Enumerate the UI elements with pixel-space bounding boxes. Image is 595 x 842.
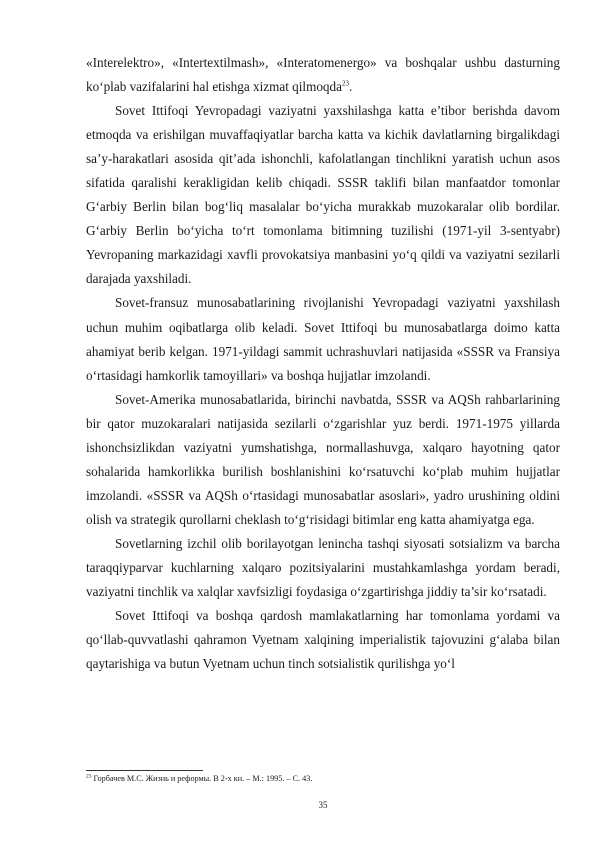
paragraph-1-text: «Interelektro», «Intertextilmash», «Interatomenergo» va boshqalar ushbu dasturning ko‘plab vazifalarini hal etishga xizmat qilmoqda [86,55,560,95]
paragraph-6: Sovet Ittifoqi va boshqa qardosh mamlakatlarning har tomonlama yordami va qo‘llab-quvvatlashi qahramon Vyetnam xalqining imperialistik tajovuzini g‘alaba bilan qaytarishiga va butun Vyetnam uchun tinch sotsialistik qurilishga yo‘l [86,608,560,672]
footnote-mark: 23 [86,773,92,780]
page-number: 35 [318,800,328,810]
footnote-text: Горбачев М.С. Жизнь и реформы. В 2-х кн. – М.: 1995. – С. 43. [91,774,313,783]
paragraph-5: Sovetlarning izchil olib borilayotgan lenincha tashqi siyosati sotsializm va barcha taraqqiyparvar kuchlarning xalqaro pozitsiyalarini mustahkamlashga yordam beradi, vaziyatni tinchlik va xalqlar xavfsizligi foydasiga o‘zgartirishga jiddiy ta’sir ko‘rsatadi. [86,535,560,600]
paragraph-3: Sovet-fransuz munosabatlarining rivojlanishi Yevropadagi vaziyatni yaxshilash uchun muhim oqibatlarga olib keladi. Sovet Ittifoqi bu munosabatlarga doimo katta ahamiyat berib kelgan. 1971-yildagi sammit uchrashuvlari natijasida «SSSR va Fransiya o‘rtasidagi hamkorlik tamoyillari» va boshqa hujjatlar imzolandi. [86,295,560,383]
paragraph-4: Sovet-Amerika munosabatlarida, birinchi navbatda, SSSR va AQSh rahbarlarining bir qator muzokaralari natijasida sezilarli o‘zgarishlar yuz berdi. 1971-1975 yillarda ishonchsizlikdan vaziyatni yumshatishga, normallashuvga, xalqaro hayotning qator sohalarida hamkorlikka burilish boshlanishini ko‘rsatuvchi ko‘plab muhim hujjatlar imzolandi. «SSSR va AQSh o‘rtasidagi munosabatlar asoslari», yadro urushining oldini olish va strategik qurollarni cheklash to‘g‘risidagi bitimlar eng katta ahamiyatga ega. [86,391,560,527]
paragraph-2: Sovet Ittifoqi Yevropadagi vaziyatni yaxshilashga katta e’tibor berishda davom etmoqda va erishilgan muvaffaqiyatlar barcha katta va kichik davlatlarning birgalikdagi sa’y-harakatlari asosida qit’ada ishonchli, kafolatlangan tinchlikni yaratish uchun asos sifatida qaralishi kerakligidan kelib chiqadi. SSSR taklifi bilan manfaatdor tomonlar G‘arbiy Berlin bilan bog‘liq masalalar bo‘yicha murakkab muzokaralar olib bordilar. G‘arbiy Berlin bo‘yicha to‘rt tomonlama bitimning tuzilishi (1971-yil 3-sentyabr) Yevropaning markazidagi xavfli provokatsiya manbasini yo‘q qildi va vaziyatni sezilarli darajada yaxshiladi. [86,103,560,287]
paragraph-1-tail: . [348,79,353,95]
body-text [86,51,560,676]
paragraph-1 [86,51,560,99]
footnote-reference: 23 [341,79,349,88]
footnote-divider [86,770,203,771]
footnote [86,773,560,784]
